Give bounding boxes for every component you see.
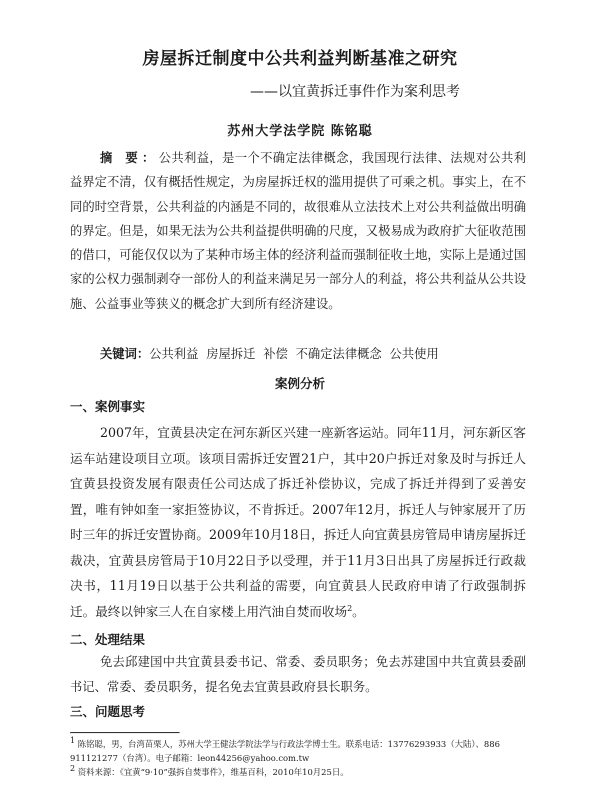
- keywords-text: 公共利益 房屋拆迁 补偿 不确定法律概念 公共使用: [149, 347, 439, 361]
- footnote-2-text: 资料来源：《宜黄“9·10”强拆自焚事件》，维基百科，2010年10月25日。: [77, 767, 349, 777]
- footnote-divider: [70, 732, 180, 734]
- section-heading-result: 二、处理结果: [70, 632, 146, 647]
- abstract-label: 摘 要：: [100, 150, 159, 165]
- footnote-1-mark: 1: [70, 736, 76, 746]
- footnote-1: [70, 737, 530, 765]
- footnote-mark-2: 2: [347, 603, 353, 613]
- abstract-text: 公共利益，是一个不确定法律概念，我国现行法律、法规对公共利益界定不清，仅有概括性规定，为房屋拆迁权的滥用提供了可乘之机。事实上，在不同的时空背景，公共利益的内涵是不同的，故很难从立法技术上对公共利益做出明确的界定。但是，如果无法为公共利益提供明确的尺度，又极易成为政府扩大征收范围的借口，可能仅仅以为了某种市场主体的经济利益而强制征收土地，实际上是通过国家的公权力强制剥夺一部份人的利益来满足另一部分人的利益，将公共利益从公共设施、公益事业等狭义的概念扩大到所有经济建设。: [70, 151, 526, 311]
- facts-period: 。: [352, 603, 365, 619]
- abstract-paragraph: [70, 146, 526, 316]
- footnote-2-mark: 2: [70, 764, 76, 774]
- keywords-label: 关键词：: [100, 346, 150, 361]
- section-title: 案例分析: [274, 376, 325, 391]
- facts-paragraph: [70, 420, 526, 624]
- author-line: 苏州大学法学院 陈铭聪: [227, 124, 373, 139]
- keywords-paragraph: [70, 342, 526, 366]
- footnote-2: [70, 765, 530, 779]
- facts-text: 2007年，宜黄县决定在河东新区兴建一座新客运站。同年11月，河东新区客运车站建设项目立项。该项目需拆迁安置21户，其中20户拆迁对象及时与拆迁人宜黄县投资发展有限责任公司达成了拆迁补偿协议，完成了拆迁并得到了妥善安置，唯有钟如奎一家拒签协议，不肯拆迁。2007年12月，拆迁人与钟家展开了历时三年的拆迁安置协商。2009年10月18日，拆迁人向宜黄县房管局申请房屋拆迁裁决，宜黄县房管局于10月22日予以受理，并于11月3日出具了房屋拆迁行政裁决书，11月19日以基于公共利益的需要，向宜黄县人民政府申请了行政强制拆迁。最终以钟家三人在自家楼上用汽油自焚而收场: [70, 425, 526, 619]
- section-heading-facts: 一、案例事实: [70, 399, 146, 414]
- section-heading-questions: 三、问题思考: [70, 704, 146, 719]
- result-paragraph: 免去邱建国中共宜黄县委书记、常委、委员职务；免去苏建国中共宜黄县委副书记、常委、委员职务，提名免去宜黄县政府县长职务。: [70, 655, 526, 694]
- footnotes: [70, 737, 530, 779]
- footnote-1-text: 陈铭聪，男，台湾苗栗人，苏州大学王健法学院法学与行政法学博士生。联系电话：13776293933（大陆）、886 911121277（台湾）。电子邮箱：leon44256@yahoo.com.tw: [70, 739, 500, 763]
- paper-subtitle: ——以宜黄拆迁事件作为案利思考: [250, 84, 460, 100]
- paper-title: 房屋拆迁制度中公共利益判断基准之研究: [142, 49, 458, 69]
